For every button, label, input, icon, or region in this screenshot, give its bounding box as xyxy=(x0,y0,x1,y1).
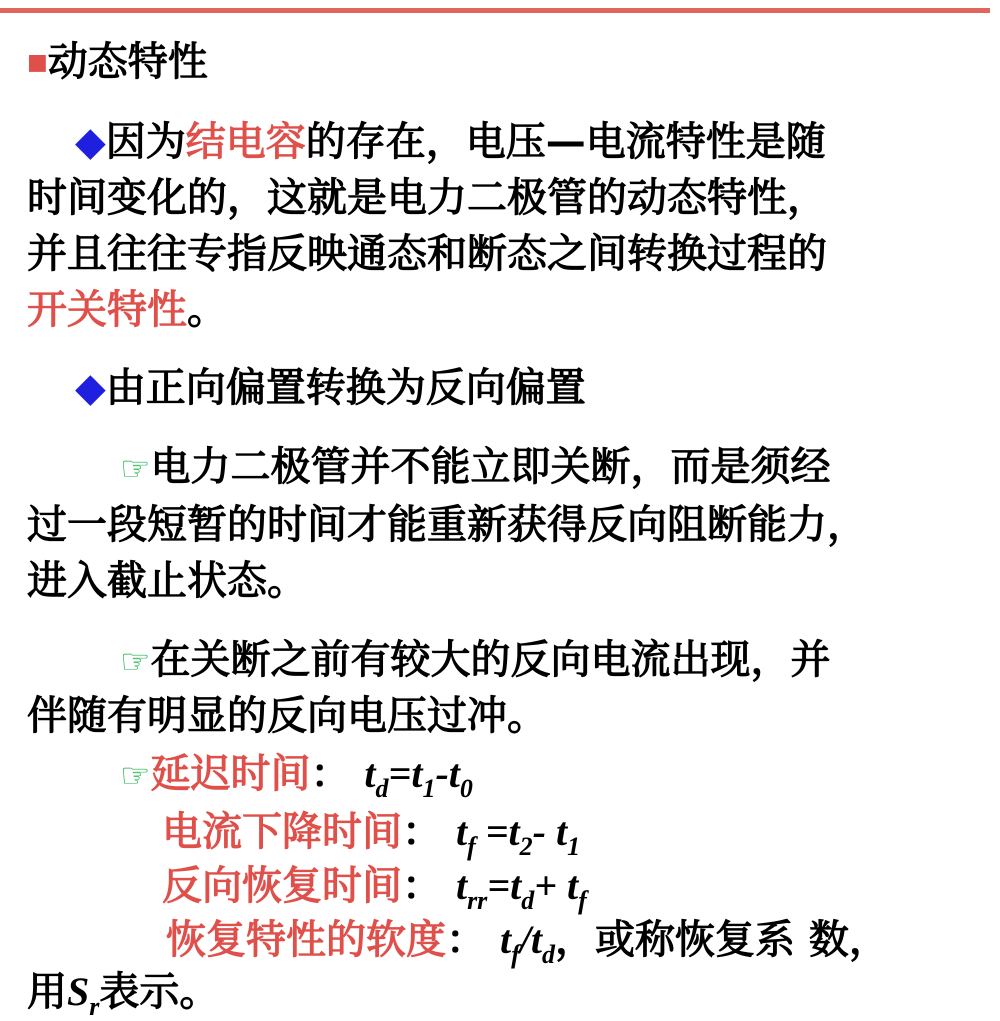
recovery-time-formula: $t_{rr}=t_d+ t_f$ xyxy=(455,863,587,915)
softness-formula: $t_f/t_d$ xyxy=(499,917,555,969)
colon: ： xyxy=(310,751,351,797)
section-heading-text: 动态特性 xyxy=(47,39,208,85)
top-rule xyxy=(0,8,990,13)
softness-symbol: $S_r$ xyxy=(67,969,100,1021)
square-bullet-icon: ■ xyxy=(27,50,48,75)
para1-highlight-switching: 开关特性 xyxy=(27,287,187,333)
def-softness xyxy=(166,917,889,969)
para3-text1: 电力二极管并不能立即关断，而是须经 xyxy=(150,444,831,490)
para1-highlight-junction-capacitance: 结电容 xyxy=(185,119,306,165)
final-pre: 用 xyxy=(27,969,67,1015)
para1-line3: 并且往往专指反映通态和断态之间转换过程的 xyxy=(27,231,827,277)
para4-line2: 伴随有明显的反向电压过冲。 xyxy=(27,693,547,739)
para4-text1: 在关断之前有较大的反向电流出现，并 xyxy=(150,637,831,683)
para3-line2: 过一段短暂的时间才能重新获得反向阻断能力， xyxy=(27,502,867,548)
recovery-time-label: 反向恢复时间 xyxy=(162,863,402,909)
para1-post: 的存在，电压—电流特性是随 xyxy=(305,119,826,165)
pointing-hand-icon: ☞ xyxy=(120,756,151,796)
final-post: 表示。 xyxy=(99,969,220,1015)
para2-line xyxy=(75,365,586,411)
fall-time-label: 电流下降时间 xyxy=(162,809,402,855)
diamond-bullet-icon: ◆ xyxy=(75,365,106,411)
colon: ： xyxy=(402,863,442,909)
section-heading xyxy=(27,39,208,85)
colon: ： xyxy=(446,917,486,963)
def-fall-time xyxy=(162,809,581,861)
softness-label: 恢复特性的软度 xyxy=(166,917,446,963)
colon: ： xyxy=(402,809,442,855)
para1-line2: 时间变化的，这就是电力二极管的动态特性， xyxy=(27,175,827,221)
para3-line3: 进入截止状态。 xyxy=(27,558,307,604)
def-recovery-time xyxy=(162,863,587,915)
pointing-hand-icon: ☞ xyxy=(120,449,151,489)
def-delay-time xyxy=(120,751,473,803)
para1-end: 。 xyxy=(187,287,227,333)
fall-time-formula: $t_f =t_2-$ $t_1$ xyxy=(455,809,581,861)
delay-time-label: 延迟时间 xyxy=(150,751,311,797)
diamond-bullet-icon: ◆ xyxy=(75,119,106,165)
para2-text: 由正向偏置转换为反向偏置 xyxy=(105,365,586,411)
pointing-hand-icon: ☞ xyxy=(120,642,151,682)
softness-tail: ，或称恢复系 数， xyxy=(554,917,889,963)
para3-line1 xyxy=(120,444,831,490)
para1-line4 xyxy=(27,287,227,333)
delay-time-formula: $t_d=t_1-t_0$ xyxy=(364,751,473,803)
final-line xyxy=(27,969,220,1021)
para1-pre: 因为 xyxy=(105,119,186,165)
para4-line1 xyxy=(120,637,831,683)
para1-line1 xyxy=(75,119,826,165)
